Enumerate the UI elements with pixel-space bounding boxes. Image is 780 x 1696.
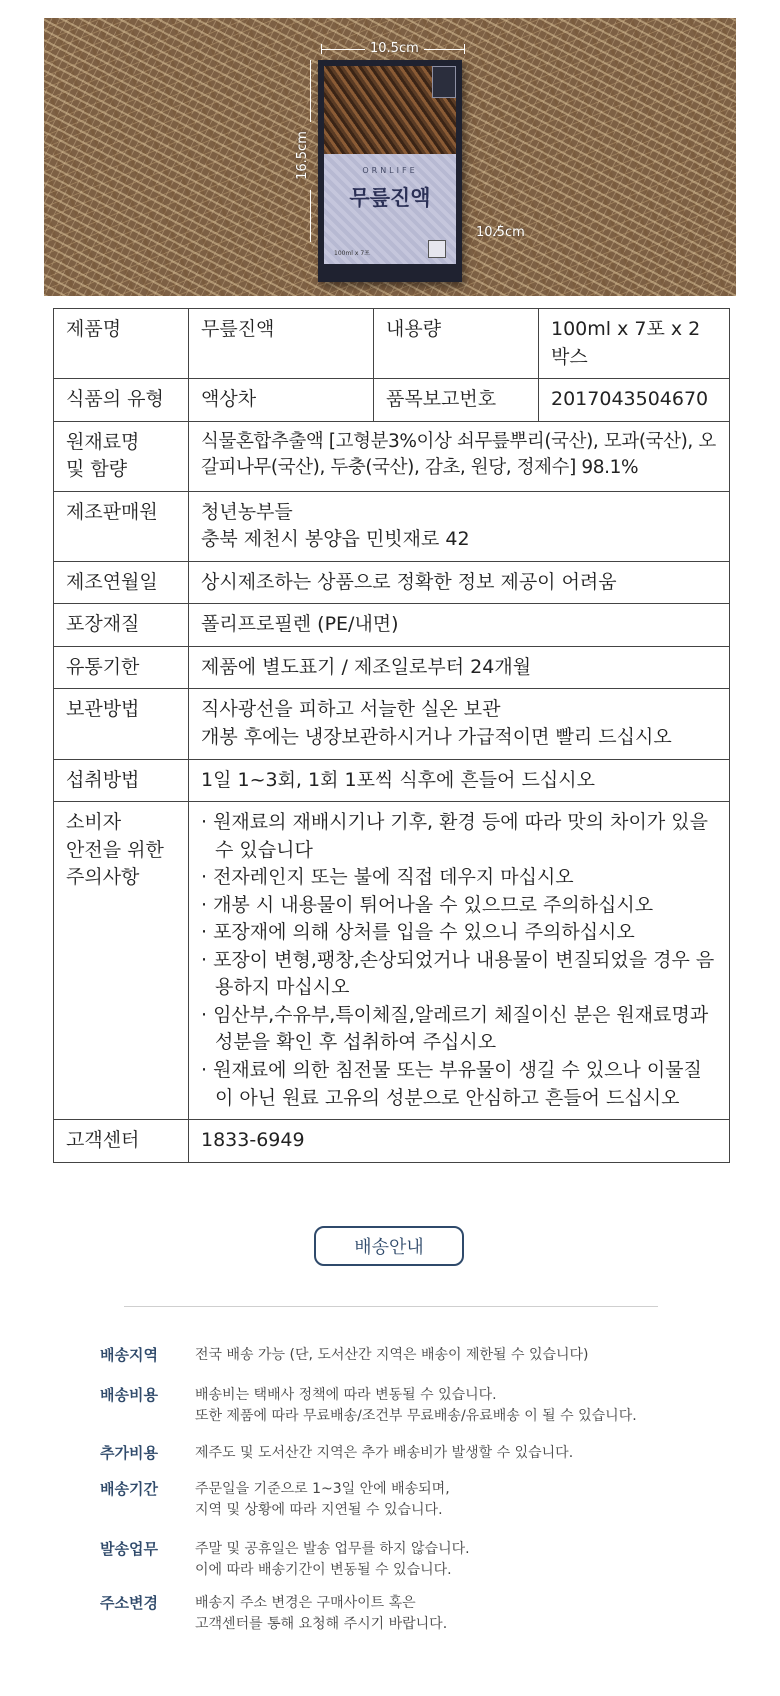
- table-row: [54, 759, 730, 802]
- value-customer-center: 1833-6949: [189, 1120, 730, 1163]
- list-item: · 원재료에 의한 침전물 또는 부유물이 생길 수 있으나 이물질이 아닌 원료 고유의 성분으로 안심하고 흔들어 드십시오: [201, 1059, 702, 1109]
- value-report-number: 2017043504670: [539, 379, 730, 422]
- label-intake: 섭취방법: [54, 759, 189, 802]
- package-pouch-icon: [428, 240, 446, 258]
- package-label-panel: [324, 154, 456, 264]
- table-row: [54, 309, 730, 379]
- height-dim-line-top: [310, 60, 311, 122]
- shipping-text: 배송지 주소 변경은 구매사이트 혹은 고객센터를 통해 요청해 주시기 바랍니다.: [195, 1595, 448, 1632]
- package-brand: ORNLIFE: [362, 166, 418, 175]
- width-dim-line-left: [321, 49, 365, 50]
- package-volume: 100ml x 7포: [334, 250, 370, 257]
- shipping-text: 주말 및 공휴일은 발송 업무를 하지 않습니다. 이에 따라 배송기간이 변동될 수 있습니다.: [195, 1541, 470, 1578]
- label-manufacturer: 제조판매원: [54, 491, 189, 561]
- value-safety-notes: [189, 802, 730, 1120]
- table-row: [54, 689, 730, 759]
- table-row: [54, 421, 730, 491]
- shipping-text: 배송비는 택배사 정책에 따라 변동될 수 있습니다. 또한 제품에 따라 무료배송/조건부 무료배송/유료배송 이 될 수 있습니다.: [195, 1387, 637, 1424]
- width-dimension: 10.5cm: [370, 41, 419, 56]
- value-expiry: 제품에 별도표기 / 제조일로부터 24개월: [189, 646, 730, 689]
- shipping-text: 주문일을 기준으로 1~3일 안에 배송되며, 지역 및 상황에 따라 지연될 수 있습니다.: [195, 1481, 450, 1518]
- product-package: [318, 60, 462, 282]
- label-expiry: 유통기한: [54, 646, 189, 689]
- width-dim-line-right: [424, 49, 464, 50]
- shipping-label: 배송지역: [100, 1346, 158, 1364]
- table-row: [54, 1120, 730, 1163]
- value-capacity: 100ml x 7포 x 2박스: [539, 309, 730, 379]
- label-capacity: 내용량: [374, 309, 539, 379]
- package-product-name: 무릎진액: [349, 186, 431, 210]
- table-row: [54, 561, 730, 604]
- value-food-type: 액상차: [189, 379, 374, 422]
- label-storage: 보관방법: [54, 689, 189, 759]
- list-item: · 포장이 변형,팽창,손상되었거나 내용물이 변질되었을 경우 음용하지 마십시오: [201, 948, 715, 999]
- label-safety-notes: 소비자 안전을 위한 주의사항: [54, 802, 189, 1120]
- table-row: [54, 491, 730, 561]
- list-item: · 임산부,수유부,특이체질,알레르기 체질이신 분은 원재료명과 성분을 확인 후 섭취하여 주십시오: [201, 1003, 709, 1054]
- label-product-name: 제품명: [54, 309, 189, 379]
- label-manufacture-date: 제조연월일: [54, 561, 189, 604]
- value-storage: 직사광선을 피하고 서늘한 실온 보관 개봉 후에는 냉장보관하시거나 가급적이면 빨리 드십시오: [189, 689, 730, 759]
- height-dim-line-bottom: [310, 190, 311, 242]
- shipping-label: 주소변경: [100, 1594, 158, 1612]
- value-manufacturer: 청년농부들 충북 제천시 봉양읍 민빗재로 42: [189, 491, 730, 561]
- shipping-text: 전국 배송 가능 (단, 도서산간 지역은 배송이 제한될 수 있습니다): [195, 1347, 589, 1363]
- table-row: [54, 802, 730, 1120]
- value-ingredients: 식물혼합추출액 [고형분3%이상 쇠무릎뿌리(국산), 모과(국산), 오갈피나무(국산), 두충(국산), 감초, 원당, 정제수] 98.1%: [189, 421, 730, 491]
- value-product-name: 무릎진액: [189, 309, 374, 379]
- shipping-text: 제주도 및 도서산간 지역은 추가 배송비가 발생할 수 있습니다.: [195, 1445, 574, 1461]
- table-row: [54, 379, 730, 422]
- label-ingredients: 원재료명 및 함량: [54, 421, 189, 491]
- table-row: [54, 646, 730, 689]
- shipping-label: 추가비용: [100, 1444, 158, 1462]
- shipping-guide-button[interactable]: 배송안내: [314, 1226, 464, 1266]
- label-customer-center: 고객센터: [54, 1120, 189, 1163]
- width-dim-tick-right: [464, 44, 465, 54]
- label-food-type: 식품의 유형: [54, 379, 189, 422]
- shipping-label: 배송비용: [100, 1386, 158, 1404]
- shipping-divider: [124, 1306, 658, 1307]
- depth-dimension: 10.5cm: [476, 225, 525, 240]
- list-item: · 개봉 시 내용물이 튀어나올 수 있으므로 주의하십시오: [201, 893, 654, 916]
- package-logo: [432, 66, 456, 98]
- table-row: [54, 604, 730, 647]
- height-dimension: 16.5cm: [294, 131, 310, 180]
- list-item: · 전자레인지 또는 불에 직접 데우지 마십시오: [201, 866, 574, 889]
- value-packaging: 폴리프로필렌 (PE/내면): [189, 604, 730, 647]
- shipping-label: 배송기간: [100, 1480, 158, 1498]
- product-info-table: [53, 308, 730, 1163]
- shipping-label: 발송업무: [100, 1540, 158, 1558]
- list-item: · 원재료의 재배시기나 기후, 환경 등에 따라 맛의 차이가 있을 수 있습니다: [201, 811, 708, 861]
- label-packaging: 포장재질: [54, 604, 189, 647]
- list-item: · 포장재에 의해 상처를 입을 수 있으니 주의하십시오: [201, 921, 635, 944]
- value-intake: 1일 1~3회, 1회 1포씩 식후에 흔들어 드십시오: [189, 759, 730, 802]
- value-manufacture-date: 상시제조하는 상품으로 정확한 정보 제공이 어려움: [189, 561, 730, 604]
- label-report-number: 품목보고번호: [374, 379, 539, 422]
